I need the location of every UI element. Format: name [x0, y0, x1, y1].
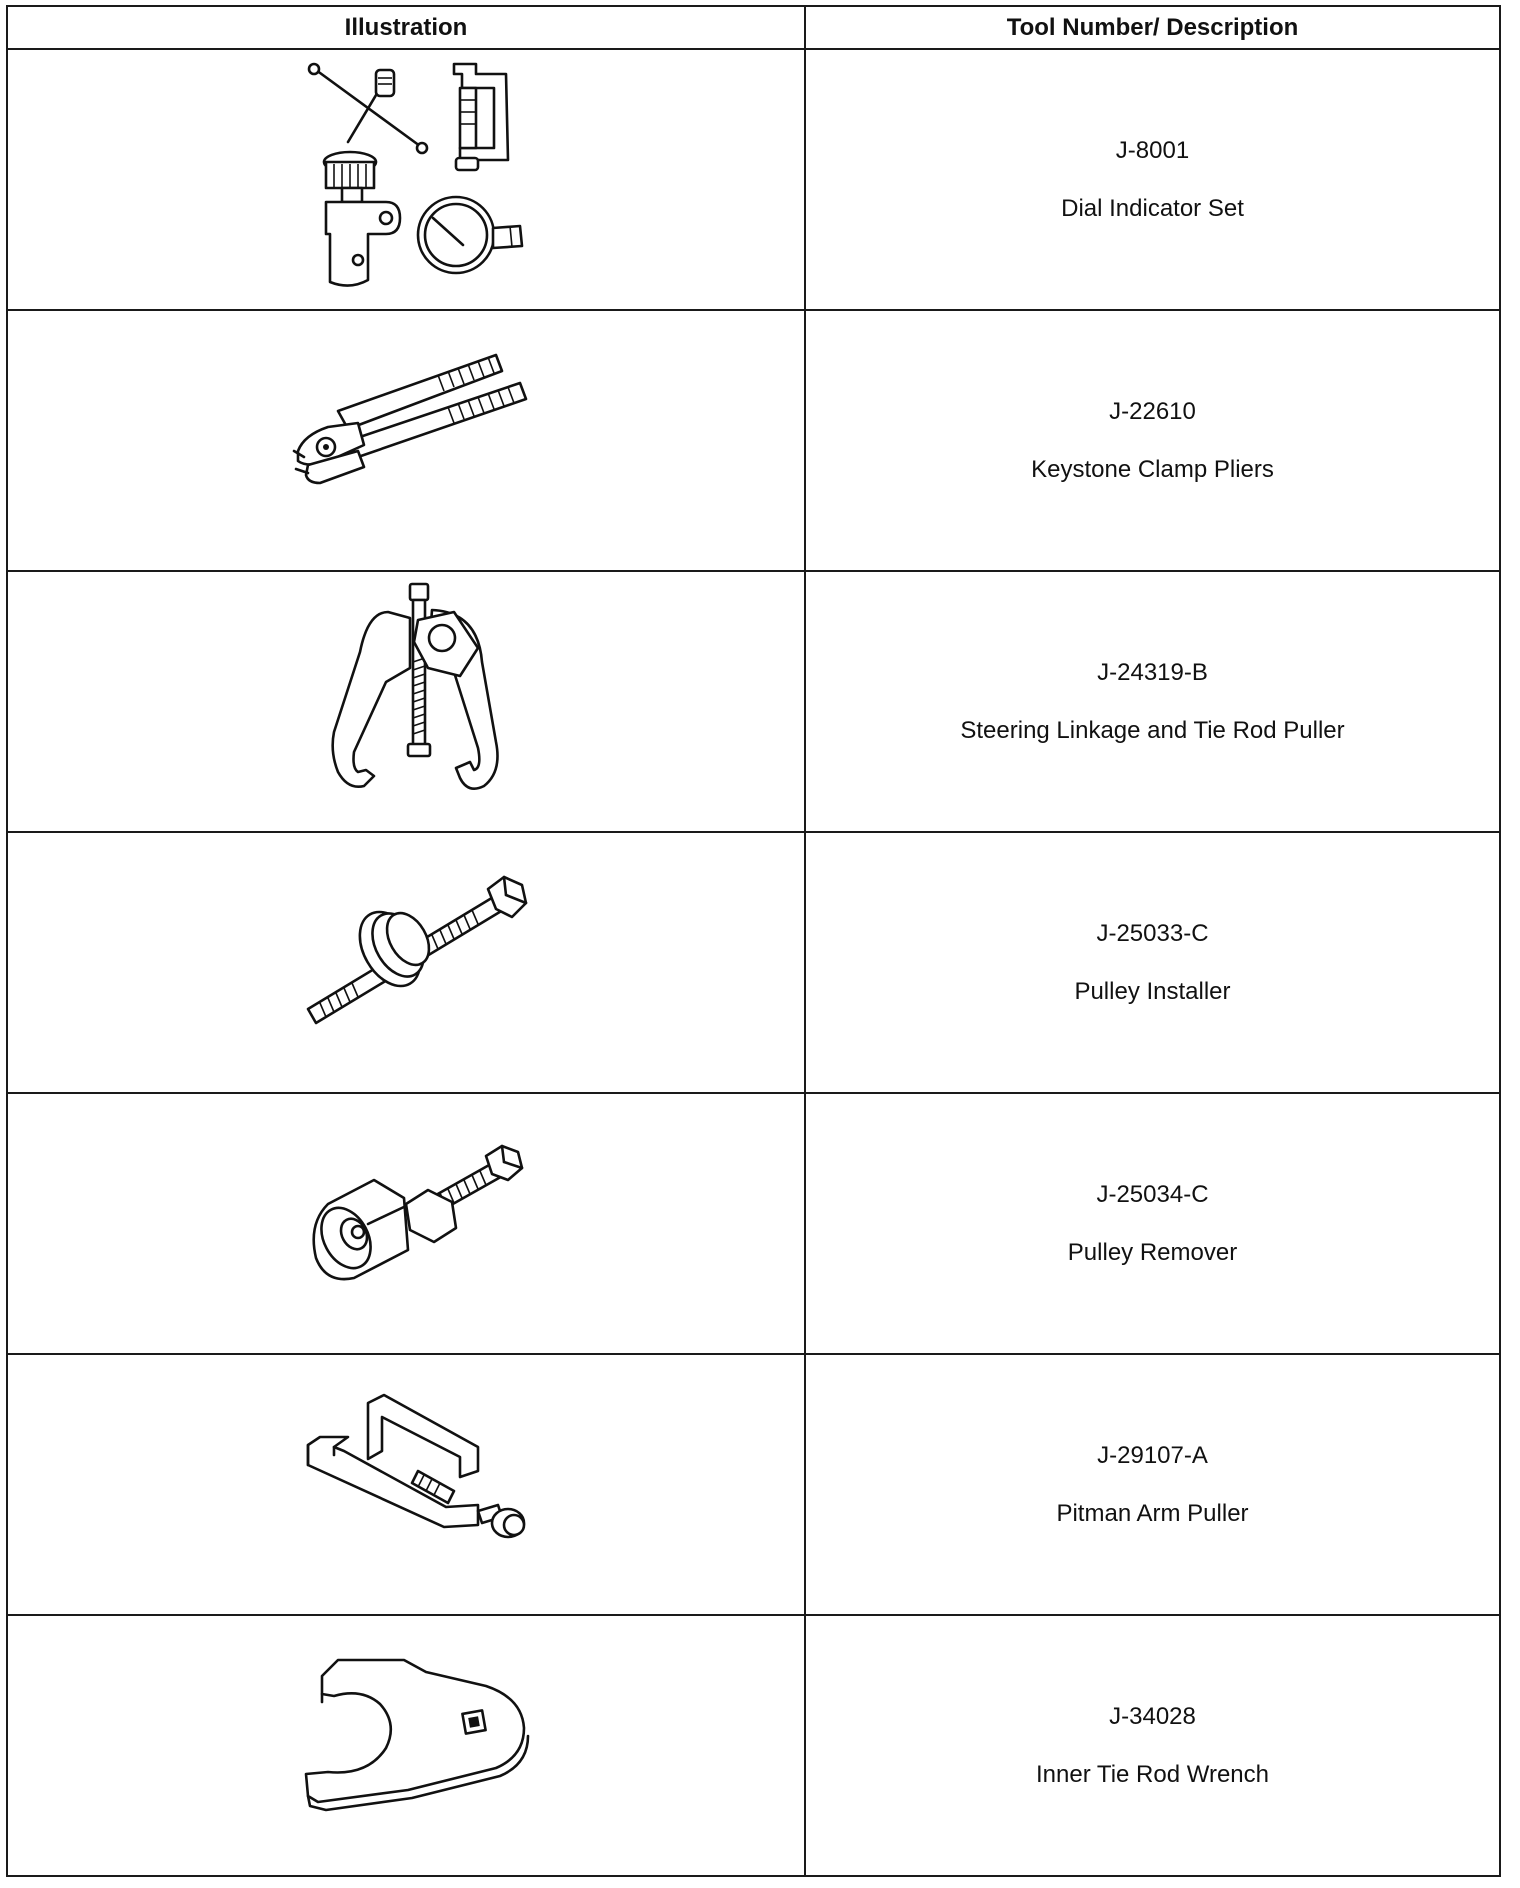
tool-name: Steering Linkage and Tie Rod Puller: [960, 716, 1345, 744]
description-cell: [805, 1354, 1500, 1615]
tool-name: Keystone Clamp Pliers: [1031, 455, 1274, 483]
illustration-cell: [7, 1354, 805, 1615]
illustration-header: Illustration: [7, 6, 805, 49]
tool-number: J-25034-C: [1096, 1180, 1209, 1208]
dial-indicator-set-icon: [8, 50, 804, 309]
tool-number: J-22610: [1109, 397, 1196, 425]
table-row: [7, 49, 1500, 310]
tool-number: J-25033-C: [1096, 919, 1209, 947]
description-cell: [805, 1093, 1500, 1354]
description-cell: [805, 832, 1500, 1093]
keystone-clamp-pliers-icon: [8, 311, 804, 570]
table-row: [7, 1093, 1500, 1354]
tool-number: J-34028: [1109, 1702, 1196, 1730]
pitman-arm-puller-icon: [8, 1355, 804, 1614]
pulley-installer-icon: [8, 833, 804, 1092]
tool-name: Pulley Installer: [1074, 977, 1231, 1005]
illustration-cell: [7, 832, 805, 1093]
description-cell: [805, 1615, 1500, 1876]
tool-name: Pitman Arm Puller: [1056, 1499, 1249, 1527]
table-row: [7, 571, 1500, 832]
description-cell: [805, 49, 1500, 310]
pulley-remover-icon: [8, 1094, 804, 1353]
tool-number: J-24319-B: [1097, 658, 1208, 686]
tool-table: [6, 5, 1501, 1877]
tie-rod-puller-icon: [8, 572, 804, 831]
illustration-cell: [7, 1093, 805, 1354]
inner-tie-rod-wrench-icon: [8, 1616, 804, 1875]
description-cell: [805, 310, 1500, 571]
table-row: [7, 1615, 1500, 1876]
tool-description-header: Tool Number/ Description: [805, 6, 1500, 49]
table-row: [7, 310, 1500, 571]
tool-name: Dial Indicator Set: [1061, 194, 1244, 222]
description-cell: [805, 571, 1500, 832]
tool-number: J-8001: [1115, 136, 1190, 164]
illustration-cell: [7, 571, 805, 832]
illustration-cell: [7, 310, 805, 571]
illustration-cell: [7, 1615, 805, 1876]
tool-name: Inner Tie Rod Wrench: [1035, 1760, 1269, 1788]
illustration-cell: [7, 49, 805, 310]
tool-number: J-29107-A: [1097, 1441, 1208, 1469]
table-row: [7, 832, 1500, 1093]
tool-name: Pulley Remover: [1067, 1238, 1238, 1266]
header-row: [7, 6, 1500, 49]
table-row: [7, 1354, 1500, 1615]
